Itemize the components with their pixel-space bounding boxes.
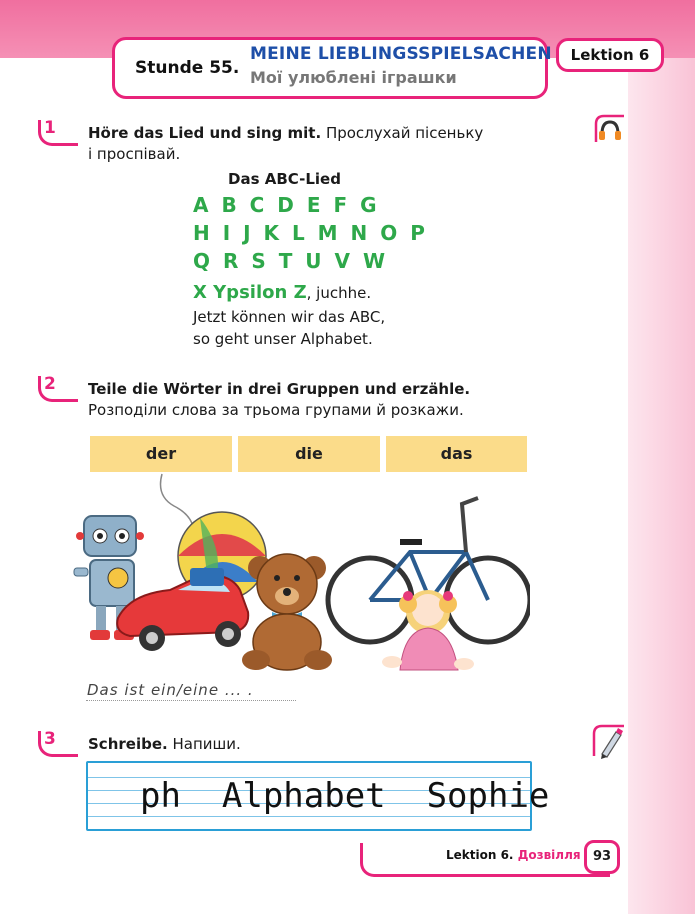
task-number: 1 — [44, 118, 56, 138]
teddy-bear-illustration — [242, 554, 332, 670]
group-der[interactable]: der — [90, 436, 232, 472]
instruction-de: Höre das Lied und sing mit. — [88, 124, 322, 142]
instruction-de: Schreibe. — [88, 735, 168, 753]
alphabet-end: X Ypsilon Z — [193, 282, 307, 303]
group-das[interactable]: das — [386, 436, 527, 472]
song-line: Jetzt können wir das ABC, — [193, 308, 386, 326]
footer-label — [446, 848, 581, 862]
page-number: 93 — [584, 840, 620, 874]
song-line-rest: , juchhe. — [306, 284, 372, 302]
pencil-icon[interactable] — [590, 720, 628, 760]
writing-line — [86, 700, 296, 701]
sentence-prompt: Das ist ein/eine ... . — [87, 681, 254, 699]
lesson-number: Stunde 55. — [135, 58, 240, 78]
alphabet-row: A B C D E F G — [193, 193, 380, 217]
alphabet-row: H I J K L M N O P — [193, 221, 428, 245]
instruction-de: Teile die Wörter in drei Gruppen und erzähle. — [88, 380, 471, 398]
task-number: 3 — [44, 729, 56, 749]
instruction-ua: Прослухай пісеньку — [325, 124, 484, 142]
copy-words: ph Alphabet Sophie — [140, 776, 550, 816]
right-pink-strip — [628, 58, 695, 914]
song-title: Das ABC-Lied — [228, 170, 341, 188]
page-subtitle: Мої улюблені іграшки — [250, 68, 457, 87]
toy-car-illustration — [117, 568, 248, 651]
group-die[interactable]: die — [238, 436, 380, 472]
song-line: so geht unser Alphabet. — [193, 330, 373, 348]
task-number: 2 — [44, 374, 56, 394]
footer-lektion: Lektion 6. — [446, 848, 514, 862]
task1-instruction — [88, 123, 538, 165]
page-title: MEINE LIEBLINGSSPIELSACHEN — [250, 44, 552, 64]
guide-line — [88, 816, 530, 817]
task2-instruction — [88, 379, 538, 421]
instruction-ua: Напиши. — [172, 735, 241, 753]
song-line — [193, 282, 371, 304]
task3-instruction — [88, 734, 241, 755]
instruction-ua: Розподіли слова за трьома групами й розкажи. — [88, 401, 464, 419]
headphones-icon[interactable] — [592, 112, 628, 148]
instruction-ua: і проспівай. — [88, 145, 181, 163]
footer-topic: Дозвілля — [517, 848, 581, 862]
toys-illustration — [70, 472, 530, 680]
alphabet-row: Q R S T U V W — [193, 249, 389, 273]
lektion-badge: Lektion 6 — [556, 38, 664, 72]
